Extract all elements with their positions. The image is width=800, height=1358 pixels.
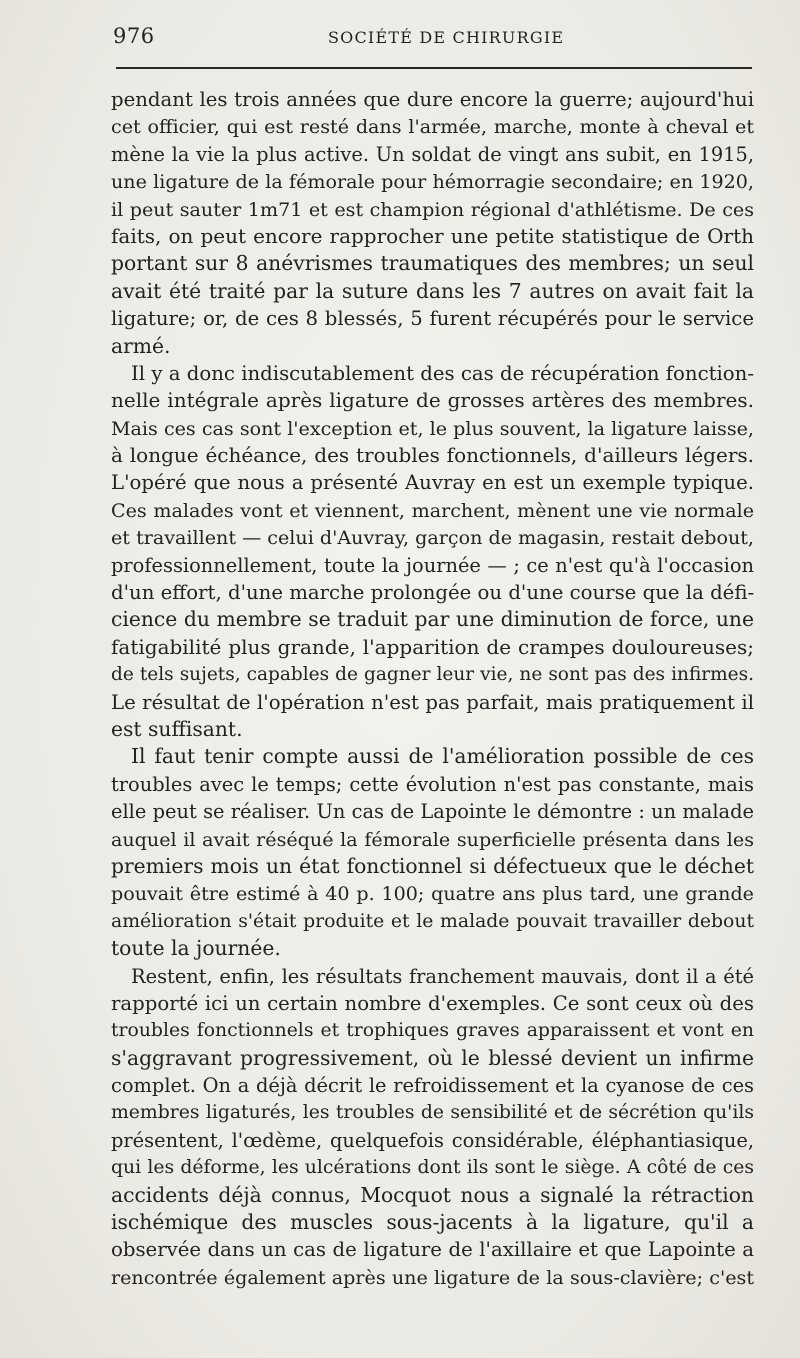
text-line: Restent, enfin, les résultats franchement mauvais, dont il a été xyxy=(131,964,754,988)
text-line: rapporté ici un certain nombre d'exemples. Ce sont ceux où des xyxy=(111,991,754,1015)
text-line: cience du membre se traduit par une diminution de force, une xyxy=(111,607,754,632)
text-line: membres ligaturés, les troubles de sensibilité et de sécrétion qu'ils xyxy=(111,1102,754,1124)
text-line: Il y a donc indiscutablement des cas de récupération fonction- xyxy=(131,361,754,385)
body-text xyxy=(111,86,754,1291)
text-line: pouvait être estimé à 40 p. 100; quatre ans plus tard, une grande xyxy=(111,882,754,906)
text-line: il peut sauter 1m71 et est champion régional d'athlétisme. De ces xyxy=(111,197,754,221)
text-line: s'aggravant progressivement, où le blessé devient un infirme xyxy=(111,1045,754,1070)
text-line: accidents déjà connus, Mocquot nous a signalé la rétraction xyxy=(111,1182,754,1207)
text-line: une ligature de la fémorale pour hémorragie secondaire; en 1920, xyxy=(111,170,754,194)
text-line: complet. On a déjà décrit le refroidissement et la cyanose de ces xyxy=(111,1074,754,1098)
text-line: observée dans un cas de ligature de l'axillaire et que Lapointe a xyxy=(111,1238,754,1262)
text-line: est suffisant. xyxy=(111,716,243,741)
text-line: à longue échéance, des troubles fonctionnels, d'ailleurs légers. xyxy=(111,443,754,468)
text-line: rencontrée également après une ligature de la sous-clavière; c'est xyxy=(111,1265,754,1289)
text-line: L'opéré que nous a présenté Auvray en est un exemple typique. xyxy=(111,471,754,495)
text-line: nelle intégrale après ligature de grosses artères des membres. xyxy=(111,388,754,413)
text-line: troubles fonctionnels et trophiques graves apparaissent et vont en xyxy=(111,1020,754,1042)
text-line: et travaillent — celui d'Auvray, garçon de magasin, restait debout, xyxy=(111,526,754,550)
text-line: Il faut tenir compte aussi de l'amélioration possible de ces xyxy=(131,744,754,769)
text-line: portant sur 8 anévrismes traumatiques des membres; un seul xyxy=(111,251,754,276)
text-line: Mais ces cas sont l'exception et, le plus souvent, la ligature laisse, xyxy=(111,416,754,440)
text-line: cet officier, qui est resté dans l'armée, marche, monte à cheval et xyxy=(111,115,754,139)
header-rule xyxy=(116,67,752,69)
text-line: elle peut se réaliser. Un cas de Lapointe le démontre : un malade xyxy=(111,800,754,824)
text-line: professionnellement, toute la journée — ; ce n'est qu'à l'occasion xyxy=(111,553,754,577)
text-line: de tels sujets, capables de gagner leur vie, ne sont pas des infirmes. xyxy=(111,664,754,686)
running-head: SOCIÉTÉ DE CHIRURGIE xyxy=(328,28,565,47)
page-header xyxy=(113,24,753,50)
text-line: Ces malades vont et viennent, marchent, mènent une vie normale xyxy=(111,498,754,522)
text-line: avait été traité par la suture dans les 7 autres on avait fait la xyxy=(111,278,754,303)
text-line: ligature; or, de ces 8 blessés, 5 furent récupérés pour le service xyxy=(111,307,754,331)
text-line: d'un effort, d'une marche prolongée ou d'une course que la défi- xyxy=(111,581,755,605)
text-line: ischémique des muscles sous-jacents à la ligature, qu'il a xyxy=(111,1210,754,1235)
text-line: pendant les trois années que dure encore la guerre; aujourd'hui xyxy=(111,88,754,111)
text-line: toute la journée. xyxy=(111,936,281,961)
text-line: armé. xyxy=(111,333,171,358)
text-line: troubles avec le temps; cette évolution n'est pas constante, mais xyxy=(111,772,754,796)
page-number: 976 xyxy=(113,24,155,48)
text-line: mène la vie la plus active. Un soldat de vingt ans subit, en 1915, xyxy=(111,142,754,166)
text-line: présentent, l'œdème, quelquefois considérable, éléphantiasique, xyxy=(111,1128,754,1152)
text-line: amélioration s'était produite et le malade pouvait travailler debout xyxy=(111,910,754,932)
text-line: fatigabilité plus grande, l'apparition de crampes douloureuses; xyxy=(111,634,754,659)
text-line: qui les déforme, les ulcérations dont ils sont le siège. A côté de ces xyxy=(111,1157,754,1179)
text-line: Le résultat de l'opération n'est pas parfait, mais pratiquement il xyxy=(111,690,754,714)
text-line: auquel il avait réséqué la fémorale superficielle présenta dans les xyxy=(111,827,754,851)
text-line: faits, on peut encore rapprocher une petite statistique de Orth xyxy=(111,223,754,248)
text-line: premiers mois un état fonctionnel si défectueux que le déchet xyxy=(111,853,754,878)
